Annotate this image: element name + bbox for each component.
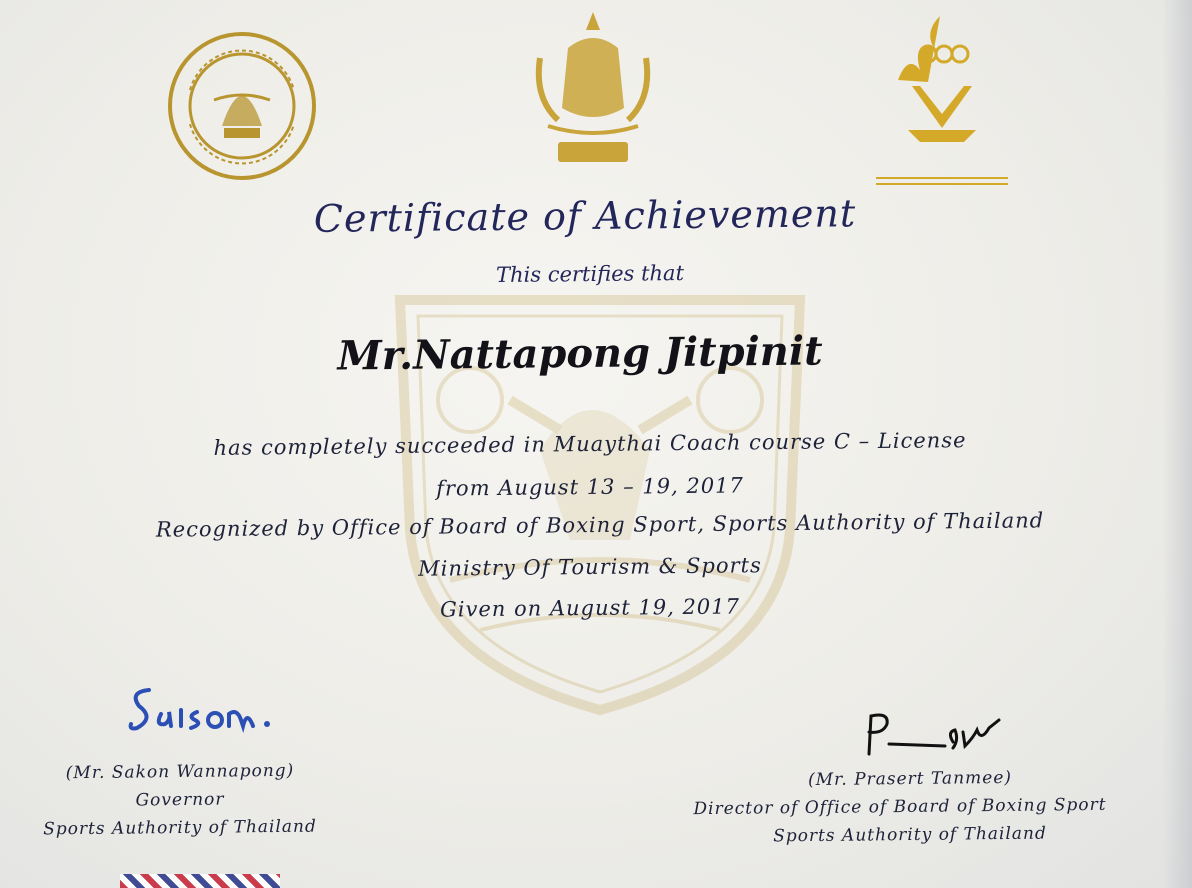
ministry-line: Ministry Of Tourism & Sports <box>418 553 762 581</box>
black-handwritten-signature-icon <box>855 708 1005 760</box>
recipient-name: Mr.Nattapong Jitpinit <box>337 327 823 380</box>
given-date-line: Given on August 19, 2017 <box>439 594 741 622</box>
right-signer-organization: Sports Authority of Thailand <box>773 823 1047 847</box>
left-signer-name: (Mr. Sakon Wannapong) <box>65 760 295 784</box>
right-signer-name: (Mr. Prasert Tanmee) <box>807 767 1013 791</box>
right-signer-title: Director of Office of Board of Boxing Sport <box>693 794 1107 820</box>
course-line: has completely succeeded in Muaythai Coach course C – License <box>213 428 967 460</box>
recognition-line: Recognized by Office of Board of Boxing Sport, Sports Authority of Thailand <box>155 508 1045 542</box>
ribbon-edge <box>120 874 280 888</box>
nsdf-emblem-icon <box>868 10 1013 188</box>
sports-authority-emblem-icon <box>528 8 658 164</box>
left-signer-title: Governor <box>135 789 225 811</box>
left-signer-organization: Sports Authority of Thailand <box>43 816 317 840</box>
board-of-boxing-sport-seal-icon <box>166 30 318 182</box>
certificate-title: Certificate of Achievement <box>313 191 857 241</box>
blue-handwritten-signature-icon <box>125 680 275 736</box>
date-range-line: from August 13 – 19, 2017 <box>436 473 744 501</box>
certifies-line: This certifies that <box>495 261 685 287</box>
